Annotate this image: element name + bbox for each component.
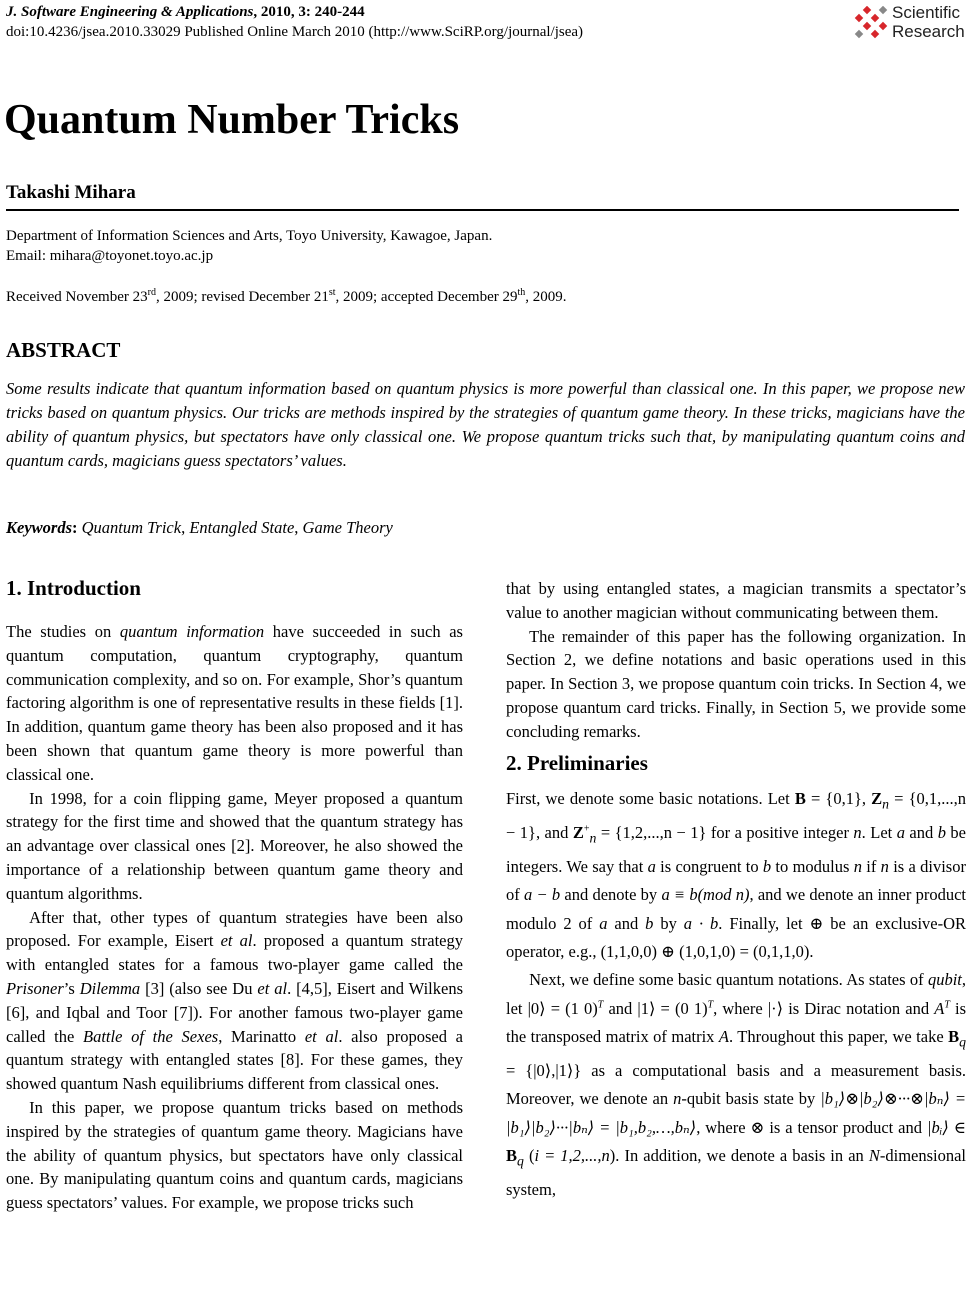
text: is a tensor product and [764,1117,927,1137]
text-italic: Battle of the Sexes [83,1026,219,1046]
math: (1,1,0,0) ⊕ (1,0,1,0) = (0,1,1,0) [600,942,810,961]
text: ). In addition, we denote a basis in an [609,1146,869,1166]
math: b [762,856,772,876]
text-italic: qubit [927,970,962,990]
text: for a positive integer [706,823,854,843]
email: Email: mihara@toyonet.toyo.ac.jp [6,248,214,264]
text: is Dirac notation and [783,998,935,1018]
keyword-3: Game Theory [302,518,393,537]
column-right [506,577,966,1204]
column-left [6,620,463,1215]
text: , Marinatto [218,1026,305,1046]
text: , let [506,970,966,1018]
text: -qubit basis state by [681,1089,821,1109]
logo-mark-icon [851,6,889,40]
paper-title: Quantum Number Tricks [4,97,460,143]
abstract-text: Some results indicate that quantum information based on quantum physics is more powerful than classical one. In this paper, we propose new tricks based on quantum physics. Our tricks are methods inspired by the strategies of quantum game theory. In these tricks, magicians have the ability of quantum physics, but spectators have only classical one. We propose quantum tricks such that, by manipulating quantum coins and quantum cards, magicians guess spectators’ values. [6,379,965,470]
intro-paragraph-6: The remainder of this paper has the following organization. In Section 2, we define notations and basic operations used in this paper. In Section 3, we propose quantum coin tricks. In Section 4, we propose quantum card tricks. Finally, in Section 5, we provide some concluding remarks. [506,626,966,741]
title-rule [6,209,959,211]
math: |b₁⟩⊗|b₂⟩⊗···⊗|bₙ⟩ = |b₁⟩|b₂⟩···|bₙ⟩ = |b₁,b₂,…,bₙ⟩ [506,1089,966,1137]
keyword-1: Quantum Trick [81,518,182,537]
text: as a computational basis and a measurement basis. Moreover, we denote an [506,1060,966,1109]
text: , where [713,998,768,1018]
text: have succeeded in such as quantum computation, quantum cryptography, quantum communication complexity, and so on. For example, Shor’s quantum factoring algorithm is one of representative results in these fields [1]. In addition, quantum game theory has been also proposed and it has been shown that quantum game theory is more powerful than classical one. [6,622,463,784]
math: A [934,998,945,1018]
text-italic: et al [304,1026,339,1046]
text: . [4,5], Eisert and Wilkens [6], and Iqbal and Toor [7]). For another famous two-player game called the [6,978,464,1046]
keyword-sep: , [181,518,190,537]
math: n [853,856,862,876]
math: T [707,999,714,1011]
text: ( [523,1146,535,1166]
text: [3] (also see Du [140,978,258,998]
received-text: Received November 23 [6,289,148,305]
math: n [882,796,890,812]
accepted-sup: th [517,287,526,298]
text: After that, other types of quantum strategies have been also proposed. For example, Eisert [6,907,463,951]
text: and denote by [560,885,662,905]
text: if [861,856,881,876]
affiliation: Department of Information Sciences and Arts, Toyo University, Kawagoe, Japan. [6,228,493,244]
journal-citation [6,4,365,21]
text: , and we denote an inner product modulo 2 of [506,885,966,933]
text-italic: Dilemma [79,978,141,998]
section-1-heading: 1. Introduction [6,576,141,600]
prelim-paragraph-2 [506,966,966,1204]
math: = {0,1} [805,789,862,809]
math: b [937,823,946,843]
math: + [583,823,590,835]
scientific-research-logo [851,2,967,44]
math: n [589,830,597,846]
text: . also proposed a quantum strategy with entangled states [8]. For these games, they showed quantum Nash equilibriums different from classical ones. [6,1026,463,1094]
math: a [896,823,905,843]
math: a ≡ b(mod n) [661,885,750,905]
math: a [647,856,656,876]
keywords-colon: : [72,518,82,537]
text: , [861,789,872,809]
math: N [868,1146,880,1166]
math: a − b [524,885,561,905]
math: |1⟩ = (0 1) [637,998,708,1018]
math: T [597,999,604,1011]
math: = {|0⟩,|1⟩} [506,1060,582,1080]
text: First, we denote some basic notations. Let [506,789,795,809]
math: A [718,1027,729,1047]
math: |·⟩ [767,998,784,1018]
text: and [607,913,646,933]
received-sup: rd [147,287,156,298]
intro-paragraph-5: that by using entangled states, a magician transmits a spectator’s value to another magician without communicating between them. [506,579,966,622]
math: n [673,1089,682,1109]
abstract-heading: ABSTRACT [6,338,121,362]
text: by [653,913,684,933]
math: |bᵢ⟩ ∈ [926,1117,966,1137]
text: and [904,823,938,843]
text-italic: et al [220,931,253,951]
math: = {1,2,...,n − 1} [596,823,707,843]
math: B [506,1146,518,1166]
math: B [794,789,806,809]
intro-paragraph-4: In this paper, we propose quantum tricks based on methods inspired by the strategies of quantum game theory. Magicians have the ability of quantum physics, but spectators have only classical one. By manipulating quantum coins and quantum cards, magicians guess spectators’ values. For example, we propose tricks such [6,1097,463,1213]
text: be integers. We say that [506,823,967,876]
intro-paragraph-2: In 1998, for a coin flipping game, Meyer proposed a quantum strategy for the first time and showed that the quantum strategy has an advantage over classical ones [2]. Moreover, he also showed the importance of a relationship between quantum game theory and quantum algorithms. [6,788,463,903]
text: to modulus [771,856,854,876]
accepted-year: , 2009. [525,289,567,305]
doi-line: doi:10.4236/jsea.2010.33029 Published Online March 2010 (http://www.SciRP.org/journal/jsea) [6,24,584,40]
text: be an exclusive-OR operator, e.g., [506,913,967,961]
text: . proposed a quantum strategy with entangled states for a famous two-player game called the [6,931,463,975]
logo-line2: Research [892,22,965,41]
math: Z [871,789,883,809]
math: b [645,913,654,933]
logo-line1: Scientific [892,3,961,22]
keyword-2: Entangled State [189,518,295,537]
text: -dimensional system, [506,1146,967,1199]
intro-paragraph-3 [6,906,463,1096]
text-italic: et al [257,978,288,998]
prelim-paragraph-1 [506,785,966,966]
math: a [599,913,608,933]
text: Next, we define some basic quantum notations. As states of [529,970,928,990]
paper-author: Takashi Mihara [6,182,136,203]
math: ⊗ [750,1117,765,1137]
math: T [944,999,950,1011]
math: i = 1,2,...,n [534,1146,610,1166]
accepted-text: , 2009; accepted December 29 [335,289,518,305]
math: Z [572,823,584,843]
text-italic: Prisoner [6,978,64,998]
text-italic: quantum information [119,622,265,641]
revised-sup: st [328,287,336,298]
received-dates [6,289,567,306]
text: The studies on [6,622,120,641]
math: B [948,1027,960,1047]
math: n [853,823,862,843]
text: and [603,998,638,1018]
math: q [517,1153,524,1169]
text: . [809,942,814,961]
math: a · b [683,913,719,933]
keyword-sep: , [294,518,303,537]
logo-text [892,3,965,41]
section-2-heading: 2. Preliminaries [506,750,648,775]
keywords [6,518,393,538]
journal-volume: , 2010, 3: 240-244 [253,4,365,20]
text: , and [535,823,573,843]
journal-name: J. Software Engineering & Applications [6,4,254,20]
text: is the transposed matrix of matrix [506,998,967,1047]
math: q [959,1034,966,1050]
text: is congruent to [655,856,763,876]
math: |0⟩ = (1 0) [527,998,598,1018]
revised-text: , 2009; revised December 21 [155,289,329,305]
text: . Throughout this paper, we take [728,1027,949,1047]
intro-paragraph-1 [6,620,463,787]
math: n [880,856,889,876]
text: . Finally, let [718,913,810,933]
text: is a divisor of [506,856,966,905]
text: ’s [63,978,80,998]
keywords-label: Keywords [6,518,72,537]
text: , where [696,1117,751,1137]
math: = {0,1,...,n − 1} [506,789,966,843]
text: . Let [861,823,897,843]
math: ⊕ [809,913,824,933]
